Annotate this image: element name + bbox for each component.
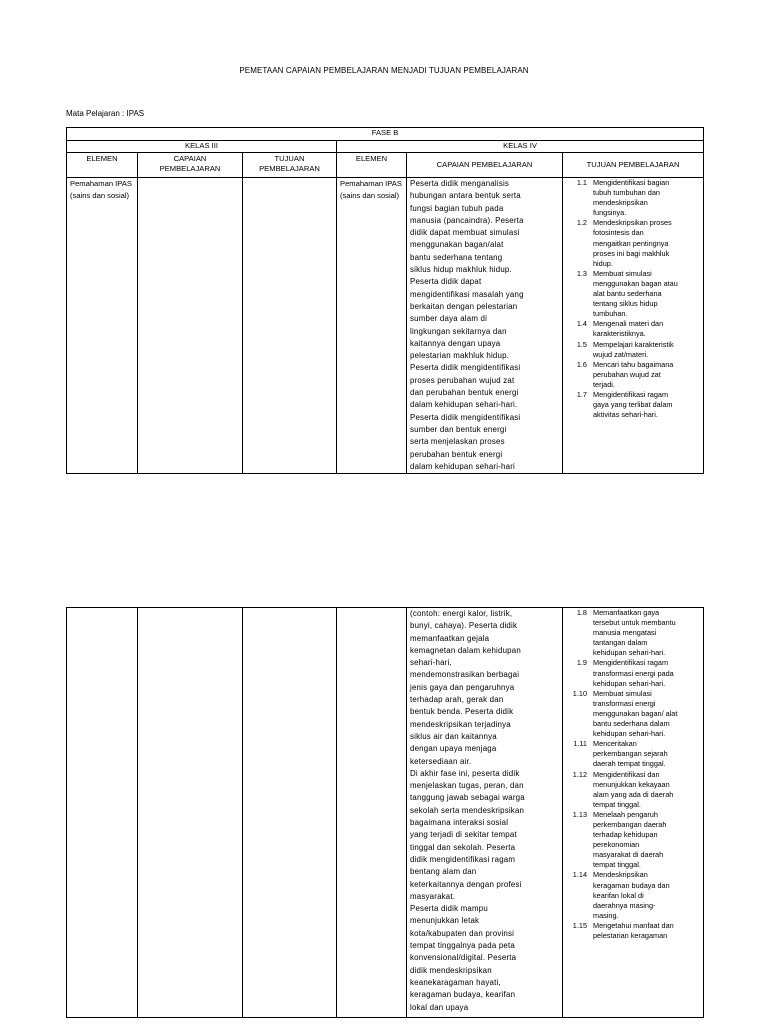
capaian-line: (contoh: energi kalor, listrik,: [410, 609, 513, 618]
tujuan-line: karakteristiknya.: [593, 329, 646, 339]
tujuan-line: perkembangan sejarah: [593, 749, 668, 759]
capaian-line: perubahan bentuk energi: [410, 449, 503, 459]
capaian-line: dengan upaya menjaga: [410, 744, 497, 754]
tujuan-line: tempat tinggal.: [593, 860, 641, 870]
capaian-line: memanfaatkan gejala: [410, 633, 490, 643]
capaian-line: didik mengidentifikasi ragam: [410, 854, 516, 864]
capaian-line: Peserta didik dapat: [410, 277, 482, 287]
tujuan-item: [565, 360, 700, 390]
tujuan-line: pelestarian keragaman: [593, 931, 668, 940]
capaian-line: tanggung jawab sebagai warga: [410, 793, 525, 803]
capaian-line: mendemonstrasikan berbagai: [410, 670, 520, 680]
kelas-iii-elemen-header: ELEMEN: [67, 153, 138, 178]
tujuan-line: Mendeskripsikan: [593, 870, 648, 880]
tujuan-number: 1.6: [576, 359, 587, 369]
tujuan-line: perekonomian: [593, 840, 640, 850]
capaian-line: dalam kehidupan sehari-hari: [410, 461, 515, 471]
tujuan-number: 1.8: [576, 608, 587, 617]
tujuan-text: [593, 390, 700, 420]
capaian-line: keanekaragaman hayati,: [410, 977, 501, 987]
kelas-iv-elemen-cell-cont: [337, 608, 407, 1018]
kelas-iii-capaian-header: CAPAIAN PEMBELAJARAN: [138, 153, 243, 178]
tujuan-number: 1.3: [576, 268, 587, 278]
tujuan-text: [593, 770, 700, 810]
tujuan-line: perubahan wujud zat: [593, 369, 661, 379]
kelas-iii-elemen-cell: Pemahaman IPAS (sains dan sosial): [67, 178, 138, 474]
capaian-line: yang terjadi di sekitar tempat: [410, 830, 517, 840]
tujuan-item: [565, 689, 700, 739]
tujuan-line: fungsinya.: [593, 208, 627, 218]
tujuan-number: 1.11: [573, 739, 587, 749]
capaian-line: keterkaitannya dengan profesi: [410, 879, 522, 889]
tujuan-number: 1.10: [572, 688, 587, 698]
mapping-table-part-2: [66, 607, 704, 1018]
tujuan-line: menunjukkan kekayaan: [593, 779, 670, 789]
capaian-line: lokal dan upaya: [410, 1002, 469, 1012]
capaian-line: menjelaskan tugas, peran, dan: [410, 781, 524, 791]
capaian-line: ketersediaan air.: [410, 756, 472, 766]
tujuan-line: tubuh tumbuhan dan: [593, 188, 660, 198]
kelas-iv-elemen-header: ELEMEN: [337, 153, 407, 178]
tujuan-line: Membuat simulasi: [593, 268, 652, 278]
tujuan-text: [593, 178, 700, 218]
tujuan-item: [565, 608, 700, 658]
capaian-line: bantu sederhana tentang: [410, 252, 503, 262]
tujuan-text: [593, 608, 700, 658]
tujuan-line: Mengenali materi dan: [593, 319, 664, 329]
tujuan-line: tempat tinggal.: [593, 799, 641, 809]
capaian-line: lingkungan sekitarnya dan: [410, 326, 507, 336]
tujuan-line: Memanfaatkan gaya: [593, 608, 660, 617]
capaian-line: Peserta didik mengidentifikasi: [410, 412, 521, 422]
tujuan-line: daerahnya masing-: [593, 900, 656, 910]
capaian-line: menunjukkan letak: [410, 916, 480, 926]
capaian-line: bentang alam dan: [410, 867, 477, 877]
tujuan-line: Mengidentifikasi bagian: [593, 178, 670, 187]
tujuan-line: mengaitkan pentingnya: [593, 238, 669, 248]
tujuan-number: 1.13: [572, 809, 587, 819]
capaian-line: serta menjelaskan proses: [410, 437, 505, 447]
kelas-iv-tujuan-header: TUJUAN PEMBELAJARAN: [563, 153, 704, 178]
fase-header: FASE B: [67, 128, 704, 141]
tujuan-line: transformasi energi: [593, 698, 656, 708]
tujuan-line: daerah tempat tinggal.: [593, 759, 666, 769]
tujuan-line: Mengidentifikasi ragam: [593, 389, 669, 399]
capaian-line: didik mendeskripsikan: [410, 965, 492, 975]
capaian-line: berkaitan dengan pelestarian: [410, 301, 518, 311]
tujuan-item: [565, 810, 700, 871]
tujuan-item: [565, 658, 700, 688]
tujuan-line: proses ini bagi makhluk: [593, 248, 670, 258]
tujuan-item: [565, 390, 700, 420]
tujuan-item: [565, 269, 700, 319]
capaian-line: dan perubahan bentuk energi: [410, 388, 519, 398]
kelas-iii-tujuan-header: TUJUAN PEMBELAJARAN: [243, 153, 337, 178]
capaian-line: bentuk benda. Peserta didik: [410, 707, 514, 717]
tujuan-item: [565, 921, 700, 941]
capaian-line: kaitannya dengan upaya: [410, 338, 501, 348]
tujuan-number: 1.9: [576, 658, 587, 668]
capaian-line: mengidentifikasi masalah yang: [410, 289, 524, 299]
tujuan-line: kehidupan sehari-hari.: [593, 648, 666, 658]
kelas-iv-tujuan-cell-cont: [563, 608, 704, 1018]
tujuan-item: [565, 340, 700, 360]
capaian-line: siklus hidup makhluk hidup.: [410, 265, 512, 275]
tujuan-line: tentang siklus hidup: [593, 299, 658, 309]
tujuan-line: Mengidentifikasi dan: [593, 769, 660, 779]
tujuan-line: kearifan lokal di: [593, 890, 644, 900]
tujuan-line: Mengidentifikasi ragam: [593, 658, 669, 668]
tujuan-item: [565, 319, 700, 339]
capaian-line: bagaimana interaksi sosial: [410, 818, 509, 828]
tujuan-text: [593, 870, 700, 920]
capaian-line: sumber daya alam di: [410, 314, 488, 324]
tujuan-line: kehidupan sehari-hari.: [593, 729, 666, 739]
capaian-line: didik dapat membuat simulasi: [410, 228, 520, 238]
tujuan-line: menggunakan bagan atau: [593, 278, 678, 288]
tujuan-text: [593, 319, 700, 339]
tujuan-line: terhadap kehidupan: [593, 830, 658, 840]
capaian-line: fungsi bagian tubuh pada: [410, 203, 504, 213]
tujuan-line: masyarakat di daerah: [593, 850, 664, 860]
tujuan-text: [593, 340, 700, 360]
kelas-iv-capaian-cell: [407, 178, 563, 474]
tujuan-line: tersebut untuk membantu: [593, 618, 676, 628]
capaian-line: sekolah serta mendeskripsikan: [410, 805, 525, 815]
kelas-iii-tujuan-cell-cont: [243, 608, 337, 1018]
tujuan-line: Menelaah pengaruh: [593, 809, 658, 819]
tujuan-text: [593, 921, 700, 941]
capaian-line: tempat tinggalnya pada peta: [410, 941, 515, 951]
capaian-line: manusia (pancaindra). Peserta: [410, 215, 524, 225]
kelas-iv-elemen-cell: Pemahaman IPAS (sains dan sosial): [337, 178, 407, 474]
capaian-line: terhadap arah, gerak dan: [410, 695, 504, 705]
capaian-line: pelestarian makhluk hidup.: [410, 351, 510, 361]
tujuan-line: menggunakan bagan/ alat: [593, 708, 678, 718]
tujuan-line: mendeskripsikan: [593, 198, 648, 208]
tujuan-line: Mengetahui manfaat dan: [593, 920, 674, 930]
tujuan-number: 1.1: [576, 178, 587, 187]
tujuan-number: 1.4: [576, 319, 587, 329]
capaian-line: kota/kabupaten dan provinsi: [410, 928, 515, 938]
tujuan-line: Mendeskripsikan proses: [593, 218, 672, 228]
capaian-line: proses perubahan wujud zat: [410, 375, 515, 385]
capaian-line: kemagnetan dalam kehidupan: [410, 645, 521, 655]
capaian-line: bunyi, cahaya). Peserta didik: [410, 621, 518, 631]
capaian-line: konvensional/digital. Peserta: [410, 953, 517, 963]
tujuan-line: terjadi.: [593, 379, 615, 389]
tujuan-number: 1.2: [576, 218, 587, 228]
capaian-line: menggunakan bagan/alat: [410, 240, 504, 250]
tujuan-item: [565, 178, 700, 218]
tujuan-item: [565, 870, 700, 920]
tujuan-line: alam yang ada di daerah: [593, 789, 674, 799]
subject-label: Mata Pelajaran : IPAS: [66, 109, 145, 118]
kelas-iii-elemen-cell-cont: [67, 608, 138, 1018]
kelas-iii-capaian-cell-cont: [138, 608, 243, 1018]
tujuan-text: [593, 218, 700, 268]
document-title: PEMETAAN CAPAIAN PEMBELAJARAN MENJADI TUJUAN PEMBELAJARAN: [239, 66, 529, 75]
capaian-line: hubungan antara bentuk serta: [410, 191, 521, 201]
capaian-line: Peserta didik mengidentifikasi: [410, 363, 521, 373]
kelas-iii-header: KELAS III: [67, 141, 337, 153]
kelas-iv-tujuan-cell: [563, 178, 704, 474]
tujuan-line: Mempelajari karakteristik: [593, 339, 674, 349]
tujuan-text: [593, 269, 700, 319]
tujuan-text: [593, 658, 700, 688]
tujuan-item: [565, 770, 700, 810]
tujuan-number: 1.12: [572, 769, 587, 779]
tujuan-line: Membuat simulasi: [593, 688, 652, 698]
kelas-iii-tujuan-cell: [243, 178, 337, 474]
tujuan-number: 1.14: [572, 870, 587, 880]
tujuan-text: [593, 739, 700, 769]
tujuan-line: Mencari tahu bagaimana: [593, 359, 674, 369]
tujuan-line: gaya yang terlibat dalam: [593, 400, 673, 410]
capaian-line: Peserta didik menganalisis: [410, 179, 510, 188]
capaian-line: mendeskripsikan terjadinya: [410, 719, 511, 729]
capaian-line: Di akhir fase ini, peserta didik: [410, 768, 520, 778]
capaian-line: sumber dan bentuk energi: [410, 424, 507, 434]
tujuan-line: fotosintesis dan: [593, 228, 644, 238]
capaian-line: Peserta didik mampu: [410, 904, 488, 914]
tujuan-line: perkembangan daerah: [593, 819, 667, 829]
tujuan-line: manusia mengatasi: [593, 628, 657, 638]
tujuan-text: [593, 360, 700, 390]
tujuan-line: kehidupan sehari-hari.: [593, 678, 666, 688]
tujuan-line: aktivitas sehari-hari.: [593, 410, 658, 420]
capaian-line: siklus air dan kaitannya: [410, 731, 497, 741]
kelas-iv-capaian-cell-cont: [407, 608, 563, 1018]
kelas-iv-capaian-header: CAPAIAN PEMBELAJARAN: [407, 153, 563, 178]
mapping-table-part-1: [66, 127, 704, 474]
kelas-iv-header: KELAS IV: [337, 141, 704, 153]
kelas-iii-capaian-cell: [138, 178, 243, 474]
tujuan-text: [593, 810, 700, 871]
tujuan-item: [565, 218, 700, 268]
capaian-line: keragaman budaya, kearifan: [410, 990, 516, 1000]
tujuan-line: bantu sederhana dalam: [593, 719, 670, 729]
tujuan-item: [565, 739, 700, 769]
tujuan-line: tumbuhan.: [593, 309, 628, 319]
tujuan-line: masing.: [593, 910, 619, 920]
tujuan-number: 1.15: [572, 920, 587, 930]
tujuan-number: 1.7: [576, 389, 587, 399]
tujuan-line: wujud zat/materi.: [593, 349, 649, 359]
tujuan-line: alat bantu sederhana: [593, 289, 662, 299]
tujuan-number: 1.5: [576, 339, 587, 349]
tujuan-line: Menceritakan: [593, 739, 637, 749]
tujuan-line: keragaman budaya dan: [593, 880, 670, 890]
capaian-line: dalam kehidupan sehari-hari.: [410, 400, 518, 410]
tujuan-line: tantangan dalam: [593, 638, 648, 648]
capaian-line: sehari-hari,: [410, 658, 452, 668]
capaian-line: masyarakat.: [410, 891, 456, 901]
capaian-line: tinggal dan sekolah. Peserta: [410, 842, 516, 852]
tujuan-text: [593, 689, 700, 739]
capaian-line: jenis gaya dan pengaruhnya: [410, 682, 515, 692]
tujuan-line: transformasi energi pada: [593, 668, 674, 678]
tujuan-line: hidup.: [593, 258, 613, 268]
